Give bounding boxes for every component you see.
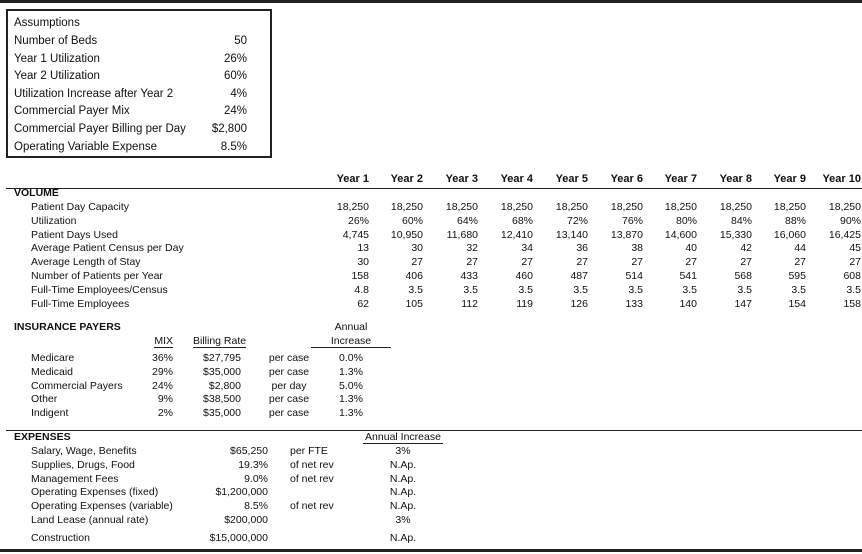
assumption-value: 24% bbox=[223, 105, 247, 118]
year-header: Year 8 bbox=[719, 173, 752, 185]
volume-cell: 64% bbox=[456, 214, 478, 227]
volume-cell: 18,250 bbox=[445, 201, 478, 213]
volume-cell: 27 bbox=[631, 256, 643, 269]
annual-increase-header: Increase bbox=[311, 335, 391, 348]
volume-cell: 3.5 bbox=[682, 283, 697, 296]
bottom-rule bbox=[0, 549, 862, 552]
volume-cell: 10,950 bbox=[390, 228, 423, 241]
expense-annual-increase: N.Ap. bbox=[389, 486, 417, 499]
payer-label: Medicare bbox=[31, 352, 75, 364]
payer-billing-unit: per case bbox=[268, 407, 310, 420]
expense-label: Supplies, Drugs, Food bbox=[31, 458, 135, 471]
expense-annual-increase: 3% bbox=[395, 514, 411, 526]
expense-annual-increase: N.Ap. bbox=[389, 500, 417, 513]
volume-row-label: Patient Days Used bbox=[31, 228, 118, 241]
volume-cell: 12,410 bbox=[500, 228, 533, 241]
volume-row-label: Full-Time Employees/Census bbox=[31, 283, 168, 296]
volume-cell: 18,250 bbox=[390, 201, 423, 213]
payer-mix: 36% bbox=[151, 352, 173, 364]
payer-annual-increase: 5.0% bbox=[339, 379, 363, 392]
volume-cell: 119 bbox=[516, 297, 533, 310]
volume-row-label: Average Patient Census per Day bbox=[31, 242, 184, 255]
volume-cell: 13 bbox=[357, 242, 369, 255]
year-header: Year 6 bbox=[610, 173, 643, 185]
expense-label: Land Lease (annual rate) bbox=[31, 514, 149, 526]
assumption-value: 8.5% bbox=[220, 140, 247, 153]
volume-cell: 40 bbox=[685, 242, 697, 255]
volume-cell: 36 bbox=[576, 242, 588, 255]
billing-rate-header: Billing Rate bbox=[193, 335, 247, 347]
volume-cell: 68% bbox=[511, 214, 533, 227]
volume-cell: 433 bbox=[460, 270, 478, 282]
payer-billing-rate: $2,800 bbox=[208, 379, 241, 392]
volume-cell: 487 bbox=[570, 270, 588, 282]
volume-cell: 90% bbox=[839, 214, 861, 227]
volume-cell: 27 bbox=[466, 256, 478, 269]
volume-cell: 18,250 bbox=[610, 201, 643, 213]
volume-cell: 3.5 bbox=[518, 283, 533, 296]
expense-value: $200,000 bbox=[224, 514, 268, 526]
expense-annual-increase: N.Ap. bbox=[389, 458, 417, 471]
expense-value: $65,250 bbox=[230, 445, 268, 457]
volume-cell: 32 bbox=[466, 242, 478, 255]
assumptions-box bbox=[6, 9, 272, 158]
year-header: Year 4 bbox=[500, 173, 533, 185]
volume-cell: 18,250 bbox=[773, 201, 806, 213]
volume-cell: 140 bbox=[679, 297, 697, 310]
volume-cell: 18,250 bbox=[555, 201, 588, 213]
assumption-label: Utilization Increase after Year 2 bbox=[14, 87, 174, 100]
payer-billing-rate: $27,795 bbox=[203, 352, 241, 364]
year-header: Year 5 bbox=[555, 173, 588, 185]
construction-value: $15,000,000 bbox=[209, 532, 268, 544]
volume-cell: 16,060 bbox=[773, 228, 806, 241]
volume-cell: 34 bbox=[521, 242, 533, 255]
insurance-title: INSURANCE PAYERS bbox=[14, 321, 121, 333]
expenses-increase-header: Annual Increase bbox=[363, 431, 443, 444]
volume-cell: 84% bbox=[730, 214, 752, 227]
annual-increase-header: Annual bbox=[334, 321, 368, 333]
top-rule bbox=[0, 0, 862, 3]
payer-label: Indigent bbox=[31, 407, 69, 420]
construction-annual-increase: N.Ap. bbox=[389, 532, 417, 544]
payer-mix: 9% bbox=[157, 393, 173, 406]
year-header: Year 9 bbox=[773, 173, 806, 185]
year-header: Year 1 bbox=[336, 173, 369, 185]
volume-cell: 27 bbox=[576, 256, 588, 269]
payer-annual-increase: 1.3% bbox=[339, 407, 363, 420]
volume-cell: 568 bbox=[734, 270, 752, 282]
year-header-rule bbox=[6, 188, 862, 189]
expenses-title: EXPENSES bbox=[14, 431, 71, 443]
volume-cell: 27 bbox=[411, 256, 423, 269]
payer-mix: 2% bbox=[157, 407, 173, 420]
payer-billing-unit: per day bbox=[271, 379, 307, 392]
payer-label: Medicaid bbox=[31, 365, 74, 378]
volume-cell: 30 bbox=[357, 256, 369, 269]
expense-value: 19.3% bbox=[238, 458, 268, 471]
expense-annual-increase: 3% bbox=[395, 445, 411, 457]
assumption-label: Year 2 Utilization bbox=[14, 70, 100, 83]
volume-cell: 27 bbox=[794, 256, 806, 269]
volume-cell: 158 bbox=[843, 297, 861, 310]
volume-cell: 3.5 bbox=[846, 283, 861, 296]
volume-cell: 13,140 bbox=[555, 228, 588, 241]
volume-cell: 76% bbox=[621, 214, 643, 227]
payer-label: Other bbox=[31, 393, 58, 406]
volume-row-label: Number of Patients per Year bbox=[31, 270, 163, 282]
volume-cell: 88% bbox=[784, 214, 806, 227]
expense-unit: of net rev bbox=[290, 500, 334, 513]
volume-title: VOLUME bbox=[14, 187, 59, 199]
volume-cell: 27 bbox=[521, 256, 533, 269]
volume-cell: 608 bbox=[843, 270, 861, 282]
volume-cell: 112 bbox=[461, 297, 478, 310]
volume-row-label: Utilization bbox=[31, 214, 77, 227]
payer-billing-unit: per case bbox=[268, 352, 310, 364]
volume-cell: 16,425 bbox=[828, 228, 861, 241]
year-header: Year 10 bbox=[822, 173, 861, 185]
payer-annual-increase: 0.0% bbox=[339, 352, 363, 364]
assumption-label: Commercial Payer Mix bbox=[14, 105, 130, 118]
volume-cell: 18,250 bbox=[664, 201, 697, 213]
volume-cell: 72% bbox=[566, 214, 588, 227]
year-header: Year 7 bbox=[664, 173, 697, 185]
volume-cell: 3.5 bbox=[791, 283, 806, 296]
volume-cell: 26% bbox=[347, 214, 369, 227]
expense-value: 8.5% bbox=[244, 500, 268, 513]
assumption-value: 26% bbox=[223, 52, 247, 65]
volume-cell: 15,330 bbox=[719, 228, 752, 241]
payer-mix: 24% bbox=[151, 379, 173, 392]
volume-cell: 38 bbox=[631, 242, 643, 255]
payer-billing-unit: per case bbox=[268, 393, 310, 406]
volume-cell: 11,680 bbox=[446, 228, 478, 241]
mix-header: MIX bbox=[154, 335, 173, 347]
assumption-value: $2,800 bbox=[211, 123, 247, 135]
volume-cell: 147 bbox=[734, 297, 752, 310]
volume-cell: 3.5 bbox=[573, 283, 588, 296]
payer-billing-rate: $35,000 bbox=[203, 407, 241, 420]
assumption-label: Operating Variable Expense bbox=[14, 140, 157, 153]
volume-row-label: Full-Time Employees bbox=[31, 297, 130, 310]
volume-cell: 3.5 bbox=[463, 283, 478, 296]
payer-mix: 29% bbox=[151, 365, 173, 378]
volume-cell: 13,870 bbox=[610, 228, 643, 241]
assumption-value: 4% bbox=[230, 87, 247, 100]
payer-billing-rate: $35,000 bbox=[203, 365, 241, 378]
volume-cell: 460 bbox=[515, 270, 533, 282]
volume-cell: 105 bbox=[405, 297, 423, 310]
volume-cell: 27 bbox=[740, 256, 752, 269]
volume-cell: 3.5 bbox=[737, 283, 752, 296]
payer-billing-unit: per case bbox=[268, 365, 310, 378]
expense-label: Operating Expenses (fixed) bbox=[31, 486, 159, 499]
volume-cell: 514 bbox=[625, 270, 643, 282]
assumption-value: 60% bbox=[223, 70, 247, 83]
payer-billing-rate: $38,500 bbox=[203, 393, 241, 406]
volume-cell: 18,250 bbox=[719, 201, 752, 213]
volume-cell: 42 bbox=[740, 242, 752, 255]
volume-cell: 60% bbox=[401, 214, 423, 227]
volume-cell: 27 bbox=[685, 256, 697, 269]
expense-value: $1,200,000 bbox=[215, 486, 268, 499]
expense-unit: of net rev bbox=[290, 458, 334, 471]
expense-annual-increase: N.Ap. bbox=[389, 472, 417, 485]
assumption-label: Commercial Payer Billing per Day bbox=[14, 123, 186, 135]
volume-cell: 158 bbox=[351, 270, 369, 282]
expense-label: Salary, Wage, Benefits bbox=[31, 445, 137, 457]
expense-value: 9.0% bbox=[244, 472, 268, 485]
payer-annual-increase: 1.3% bbox=[339, 365, 363, 378]
payer-label: Commercial Payers bbox=[31, 379, 123, 392]
expense-label: Management Fees bbox=[31, 472, 119, 485]
volume-cell: 45 bbox=[849, 242, 861, 255]
volume-cell: 133 bbox=[625, 297, 643, 310]
expense-unit: of net rev bbox=[290, 472, 334, 485]
volume-cell: 80% bbox=[675, 214, 697, 227]
volume-row-label: Average Length of Stay bbox=[31, 256, 141, 269]
volume-cell: 3.5 bbox=[628, 283, 643, 296]
assumptions-title: Assumptions bbox=[14, 17, 80, 29]
volume-cell: 30 bbox=[411, 242, 423, 255]
payer-annual-increase: 1.3% bbox=[339, 393, 363, 406]
volume-cell: 14,600 bbox=[664, 228, 697, 241]
assumption-value: 50 bbox=[234, 35, 247, 47]
expense-label: Operating Expenses (variable) bbox=[31, 500, 173, 513]
volume-cell: 18,250 bbox=[336, 201, 369, 213]
volume-cell: 3.5 bbox=[408, 283, 423, 296]
volume-cell: 18,250 bbox=[500, 201, 533, 213]
volume-cell: 18,250 bbox=[828, 201, 861, 213]
volume-cell: 4.8 bbox=[354, 283, 369, 296]
assumption-label: Year 1 Utilization bbox=[14, 52, 100, 65]
volume-cell: 595 bbox=[788, 270, 806, 282]
volume-cell: 62 bbox=[357, 297, 369, 310]
volume-cell: 4,745 bbox=[342, 228, 369, 241]
assumption-label: Number of Beds bbox=[14, 35, 98, 47]
volume-cell: 27 bbox=[849, 256, 861, 269]
expense-unit: per FTE bbox=[290, 445, 328, 457]
year-header: Year 2 bbox=[390, 173, 423, 185]
volume-cell: 154 bbox=[788, 297, 806, 310]
volume-cell: 44 bbox=[794, 242, 806, 255]
construction-label: Construction bbox=[31, 532, 90, 544]
volume-row-label: Patient Day Capacity bbox=[31, 201, 130, 213]
volume-cell: 406 bbox=[405, 270, 423, 282]
year-header: Year 3 bbox=[445, 173, 478, 185]
volume-cell: 541 bbox=[679, 270, 697, 282]
volume-cell: 126 bbox=[570, 297, 588, 310]
